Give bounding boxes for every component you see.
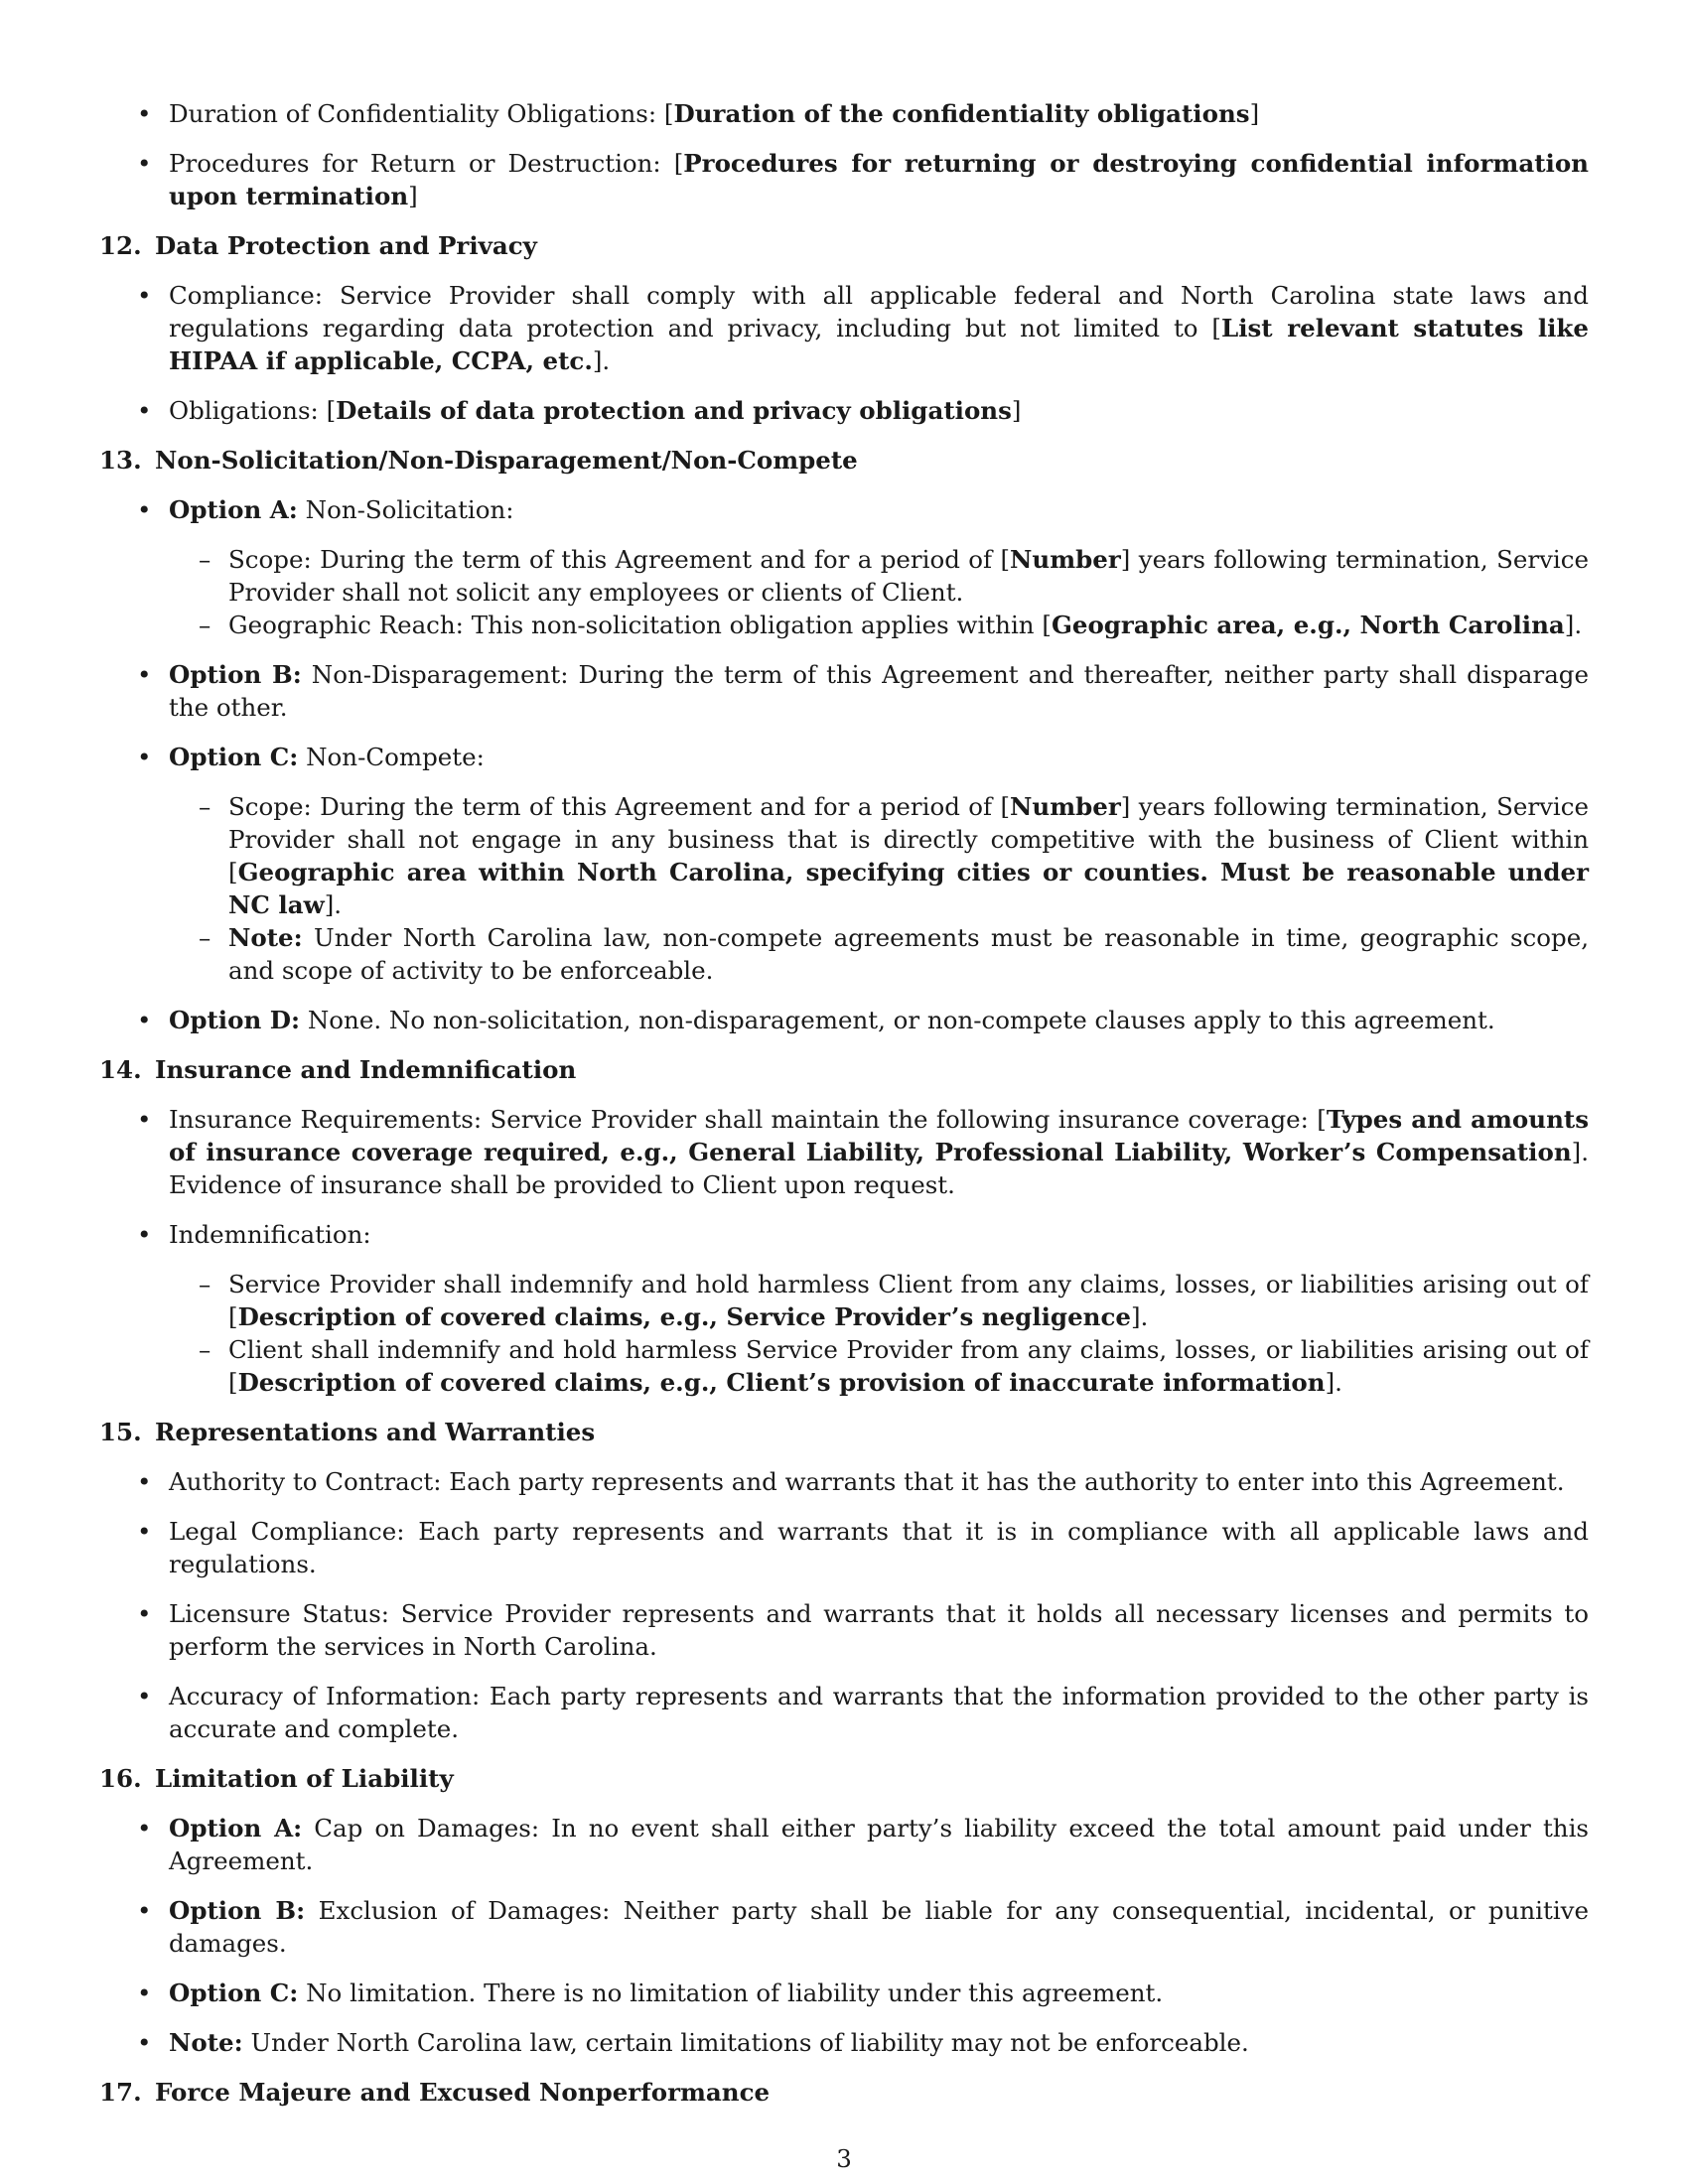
sub-list-item: – Service Provider shall indemnify and hold harmless Client from any claims, losses, or liabilities arising out of [Description of covered claims, e.g., Service Provider’s negligence]. xyxy=(169,1268,1589,1333)
list-item: • Option A: Cap on Damages: In no event shall either party’s liability exceed the total amount paid under this Agreement. xyxy=(129,1812,1589,1877)
placeholder: List relevant statutes like HIPAA if applicable, CCPA, etc. xyxy=(169,314,1589,375)
list-item: • Option D: None. No non-solicitation, non-disparagement, or non-compete clauses apply to this agreement. xyxy=(129,1004,1589,1036)
sub-list xyxy=(169,790,1589,987)
list-item: • Obligations: [Details of data protection and privacy obligations] xyxy=(129,394,1589,427)
section-16-heading: 16. Limitation of Liability xyxy=(99,1764,454,1793)
sub-list-item: – Scope: During the term of this Agreement and for a period of [Number] years following termination, Service Provider shall not engage in any business that is directly competitive with the business of Client within [Geographic area within North Carolina, specifying cities or counties. Must be reasonable under NC law]. xyxy=(169,790,1589,921)
sub-list-item: – Client shall indemnify and hold harmless Service Provider from any claims, losses, or liabilities arising out of [Description of covered claims, e.g., Client’s provision of inaccurate information]. xyxy=(169,1333,1589,1399)
list-item: • Authority to Contract: Each party represents and warrants that it has the authority to enter into this Agreement. xyxy=(129,1465,1589,1498)
placeholder: Details of data protection and privacy obligations xyxy=(336,396,1012,425)
section-13-heading: 13. Non-Solicitation/Non-Disparagement/Non-Compete xyxy=(99,446,858,475)
list-item: • Option C: Non-Compete: – Scope: During the term of this Agreement and for a period of [Number] years following termination, Service Provider shall not engage in any business that is directly competitive with the business of Client within [Geographic area within North Carolina, specifying cities or counties. Must be reasonable under NC law]. – Note: Under North Carolina law, non-compete agreements must be reasonable in time, geographic scope, and scope of activity to be enforceable. xyxy=(129,741,1589,987)
list-item: • Licensure Status: Service Provider represents and warrants that it holds all necessary licenses and permits to perform the services in North Carolina. xyxy=(129,1597,1589,1663)
list-item: • Compliance: Service Provider shall comply with all applicable federal and North Carolina state laws and regulations regarding data protection and privacy, including but not limited to [List relevant statutes like HIPAA if applicable, CCPA, etc.]. xyxy=(129,279,1589,377)
placeholder: Number xyxy=(1010,545,1121,574)
page-number: 3 xyxy=(836,2144,852,2173)
list-item: • Note: Under North Carolina law, certain limitations of liability may not be enforceable. xyxy=(129,2026,1589,2059)
placeholder: Description of covered claims, e.g., Client’s provision of inaccurate information xyxy=(237,1368,1326,1397)
list-item: • Insurance Requirements: Service Provider shall maintain the following insurance coverage: [Types and amounts of insurance coverage required, e.g., General Liability, Professional Liability, Worker’s Compensation]. Evidence of insurance shall be provided to Client upon request. xyxy=(129,1103,1589,1201)
document-page xyxy=(99,97,1589,2125)
placeholder: Geographic area within North Carolina, specifying cities or counties. Must be reasonable under NC law xyxy=(228,858,1589,919)
sub-list xyxy=(169,543,1589,641)
placeholder: Duration of the confidentiality obligations xyxy=(673,99,1250,128)
sub-list xyxy=(169,1268,1589,1399)
section-13-list xyxy=(129,493,1589,1036)
section-16-list xyxy=(129,1812,1589,2059)
placeholder: Types and amounts of insurance coverage required, e.g., General Liability, Professional Liability, Worker’s Compensation xyxy=(169,1105,1590,1166)
section-12-heading: 12. Data Protection and Privacy xyxy=(99,231,537,260)
section-17-heading: 17. Force Majeure and Excused Nonperformance xyxy=(99,2078,771,2107)
list-item: • Option C: No limitation. There is no limitation of liability under this agreement. xyxy=(129,1977,1589,2009)
list-item: • Indemnification: – Service Provider shall indemnify and hold harmless Client from any claims, losses, or liabilities arising out of [Description of covered claims, e.g., Service Provider’s negligence]. – Client shall indemnify and hold harmless Service Provider from any claims, losses, or liabilities arising out of [Description of covered claims, e.g., Client’s provision of inaccurate information]. xyxy=(129,1218,1589,1399)
list-item: • Procedures for Return or Destruction: [Procedures for returning or destroying confidential information upon termination] xyxy=(129,147,1589,212)
section-15-heading: 15. Representations and Warranties xyxy=(99,1418,596,1446)
placeholder: Procedures for returning or destroying confidential information upon termination xyxy=(169,149,1589,210)
list-item: • Option B: Non-Disparagement: During the term of this Agreement and thereafter, neither party shall disparage the other. xyxy=(129,658,1589,724)
sub-list-item: – Geographic Reach: This non-solicitation obligation applies within [Geographic area, e.g., North Carolina]. xyxy=(169,609,1589,641)
section-15-list xyxy=(129,1465,1589,1745)
list-item: • Accuracy of Information: Each party represents and warrants that the information provided to the other party is accurate and complete. xyxy=(129,1680,1589,1745)
placeholder: Description of covered claims, e.g., Service Provider’s negligence xyxy=(237,1302,1131,1331)
sub-list-item: – Scope: During the term of this Agreement and for a period of [Number] years following termination, Service Provider shall not solicit any employees or clients of Client. xyxy=(169,543,1589,609)
list-item: • Option B: Exclusion of Damages: Neither party shall be liable for any consequential, incidental, or punitive damages. xyxy=(129,1894,1589,1960)
section-14-list xyxy=(129,1103,1589,1399)
list-item: • Option A: Non-Solicitation: – Scope: During the term of this Agreement and for a period of [Number] years following termination, Service Provider shall not solicit any employees or clients of Client. – Geographic Reach: This non-solicitation obligation applies within [Geographic area, e.g., North Carolina]. xyxy=(129,493,1589,641)
sub-list-item: – Note: Under North Carolina law, non-compete agreements must be reasonable in time, geographic scope, and scope of activity to be enforceable. xyxy=(169,921,1589,987)
placeholder: Geographic area, e.g., North Carolina xyxy=(1051,611,1565,639)
list-item: • Duration of Confidentiality Obligations: [Duration of the confidentiality obligations] xyxy=(129,97,1589,130)
confidentiality-list xyxy=(129,97,1589,212)
placeholder: Number xyxy=(1010,792,1121,821)
section-12-list xyxy=(129,279,1589,427)
list-item: • Legal Compliance: Each party represents and warrants that it is in compliance with all applicable laws and regulations. xyxy=(129,1515,1589,1580)
section-14-heading: 14. Insurance and Indemnification xyxy=(99,1055,577,1084)
